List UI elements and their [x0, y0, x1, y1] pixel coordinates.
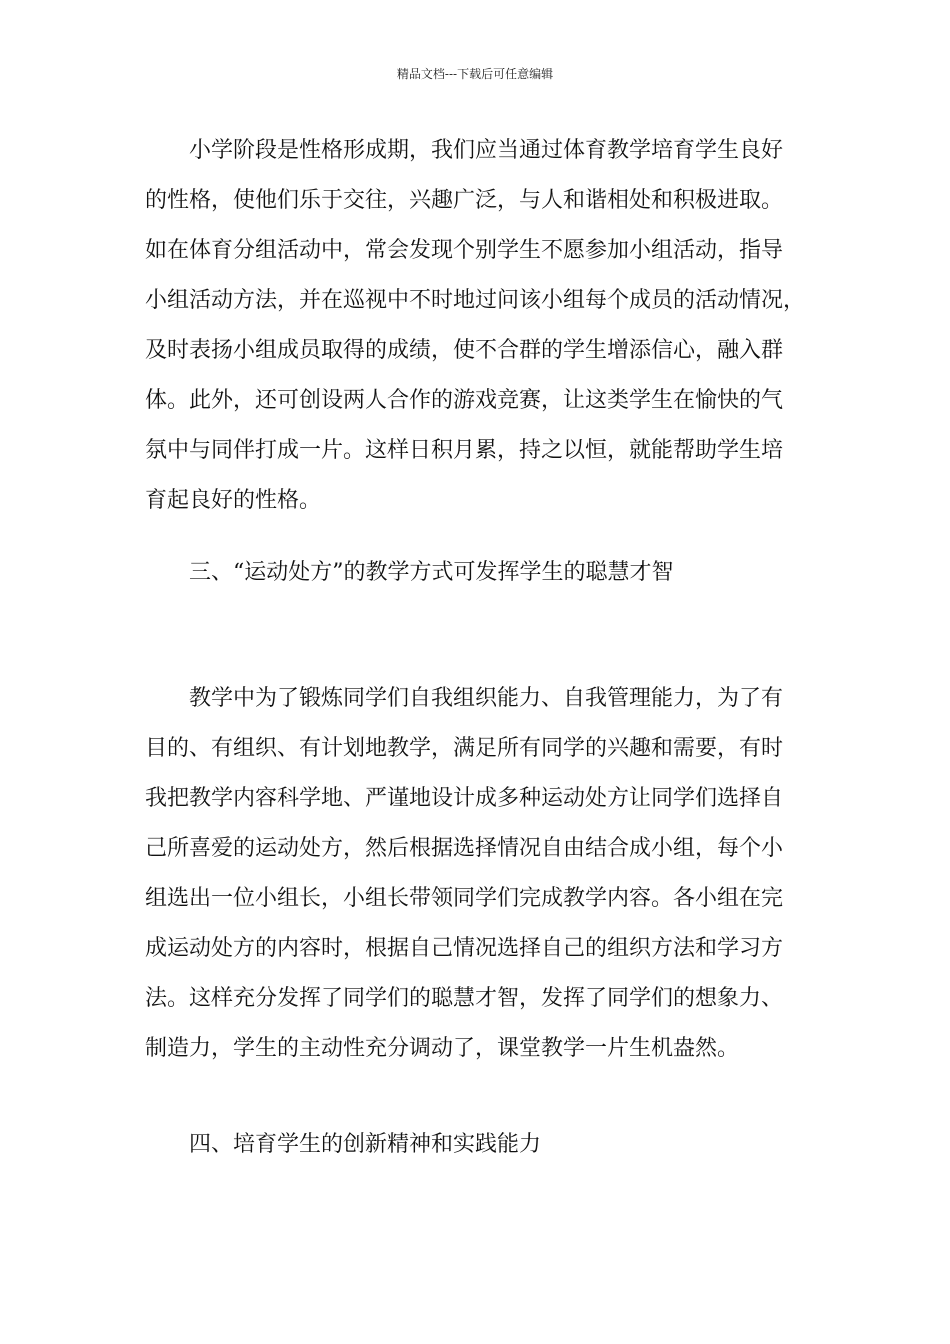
text-line: 目的、有组织、有计划地教学，满足所有同学的兴趣和需要，有时: [145, 736, 784, 761]
text-line: 成运动处方的内容时，根据自己情况选择自己的组织方法和学习方: [145, 936, 784, 961]
text-line: 如在体育分组活动中，常会发现个别学生不愿参加小组活动，指导: [145, 238, 784, 263]
text-line: 小组活动方法，并在巡视中不时地过问该小组每个成员的活动情况，: [145, 288, 806, 313]
text-line: 己所喜爱的运动处方，然后根据选择情况自由结合成小组，每个小: [145, 836, 784, 861]
text-line: 及时表扬小组成员取得的成绩，使不合群的学生增添信心，融入群: [145, 338, 784, 363]
text-line: 小学阶段是性格形成期，我们应当通过体育教学培育学生良好: [189, 138, 784, 163]
text-line: 的性格，使他们乐于交往，兴趣广泛，与人和谐相处和积极进取。: [145, 188, 784, 213]
section-heading-three: 三、“运动处方”的教学方式可发挥学生的聪慧才智: [189, 560, 674, 585]
paragraph-exercise-prescription: [145, 674, 805, 1074]
section-heading-four: 四、培育学生的创新精神和实践能力: [189, 1132, 542, 1157]
text-line: 我把教学内容科学地、严谨地设计成多种运动处方让同学们选择自: [145, 786, 784, 811]
text-line: 制造力，学生的主动性充分调动了，课堂教学一片生机盎然。: [145, 1036, 740, 1061]
text-line: 氛中与同伴打成一片。这样日积月累，持之以恒，就能帮助学生培: [145, 438, 784, 463]
text-line: 教学中为了锻炼同学们自我组织能力、自我管理能力，为了有: [189, 686, 784, 711]
page-header: 精品文档---下载后可任意编辑: [396, 67, 554, 81]
text-line: 法。这样充分发挥了同学们的聪慧才智，发挥了同学们的想象力、: [145, 986, 784, 1011]
text-line: 育起良好的性格。: [145, 488, 322, 513]
paragraph-personality: [145, 126, 805, 526]
text-line: 体。此外，还可创设两人合作的游戏竞赛，让这类学生在愉快的气: [145, 388, 784, 413]
text-line: 组选出一位小组长，小组长带领同学们完成教学内容。各小组在完: [145, 886, 784, 911]
